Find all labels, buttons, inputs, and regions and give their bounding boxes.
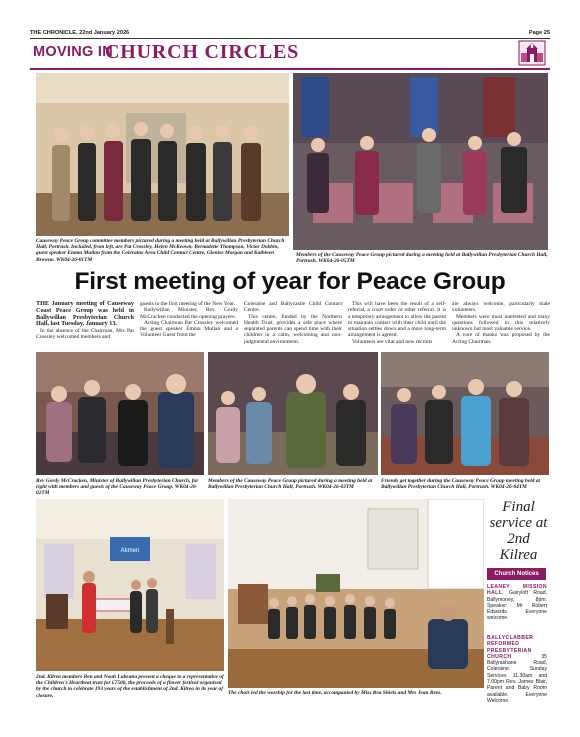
section-prefix: MOVING IN <box>33 44 114 60</box>
article-headline: First meeting of year for Peace Group <box>74 268 506 295</box>
article-column-3 <box>244 301 342 345</box>
page-number: Page 25 <box>528 30 550 36</box>
caption-photo-5: Friends get together during the Causeway Peace Group meeting held at Ballywillan Presbyterian Church Hall, Portrush. WK04-26-04TM <box>381 478 541 491</box>
final-service-heading: Final service at 2nd Kilrea <box>489 499 548 563</box>
notice-body: 35 Ballyrashane Road, Coleraine. Sunday Services 11.30am and 7.00pm Rev. James Blair. Parent and Baby Room available. Everyone Welcome. <box>487 653 547 704</box>
article-paragraph: Coleraine and Ballycastle Child Contact Centre. <box>244 301 342 314</box>
article-paragraph: Acting Chairman Pat Crossley welcomed the guest speaker Emma Mullan and a Volunteer Guest from the <box>140 319 238 339</box>
notice-leaney <box>487 584 547 622</box>
caption-photo-7: The choir led the worship for the last time, accompanied by Miss Rea Shiels and Mrs Jean Rees. <box>228 690 442 696</box>
article-column-2 <box>140 301 238 339</box>
header-rule <box>30 38 550 39</box>
caption-photo-2: Members of the Causeway Peace Group pictured during a meeting held at Ballywillan Presbyterian Church Hall, Portrush. WK04-26-05TM <box>296 252 548 265</box>
article-paragraph: Ballywillan Minister, Rev. Gordy McCracken conducted the opening prayers. <box>140 307 238 320</box>
church-notices-label: Church Notices <box>487 568 546 580</box>
article-column-1 <box>36 301 134 341</box>
notice-title: BALLYCLABBER REFORMED PRESBYTERIAN CHURCH <box>487 635 534 660</box>
caption-photo-3: Rev Gordy McCracken, Minister of Ballywillan Presbyterian Church, far right with members and guests of the Causeway Peace Group. WK04-26-02TM <box>36 478 199 497</box>
section-title: CHURCH CIRCLES <box>105 41 300 63</box>
article-paragraph: guests to the first meeting of the New Year. <box>140 301 236 307</box>
notice-title: LEANEY MISSION HALL <box>487 584 547 597</box>
article-paragraph: A vote of thanks was proposed by the Acting Chairman. <box>452 332 550 345</box>
article-paragraph: Members were most interested and many questions followed in this relatively unknown but most valuable service. <box>452 313 550 333</box>
caption-photo-4: Members of the Causeway Peace Group pictured during a meeting held at Ballywillan Presbyterian Church Hall, Portrush. WK04-26-03TM <box>208 478 373 491</box>
photo-rev-mccracken <box>36 352 204 475</box>
caption-photo-1: Causeway Peace Group committee members pictured during a meeting held at Ballywillan Presbyterian Church Hall, Portrush. Included, from left, are Pat Crossley, Helen McKeown, Bernadette Thompson, Victor Dobbin, guest speaker Emma Mullan from the Coleraine Area Child Contact Centre, Glenise Morgan and Kathleen Browne. WK04-26-01TM <box>36 238 285 263</box>
section-heading <box>30 40 550 68</box>
article-column-5 <box>452 301 550 345</box>
notice-ballyclabber <box>487 635 547 704</box>
article-paragraph: This will have been the result of a self-referral, a court order or other referral. It is a temporary arrangement to allow the parent to maintain contact with their child until the situation settles down and a more long-term arrangement is agreed. <box>348 301 446 339</box>
photo-seated-members <box>293 73 548 250</box>
notice-body: , Gairyloft Road, Ballymoney, 8pm. Speaker: Mr Robert Edwards. Everyone welcome. <box>487 590 547 622</box>
photo-choir-worship <box>228 499 484 688</box>
photo-cheque-presentation <box>36 499 224 671</box>
screen-banner-text: Akmen <box>120 548 140 554</box>
photo-committee-members <box>36 73 289 236</box>
photo-friends-together <box>381 352 549 475</box>
caption-photo-6: 2nd. Kilrea members Ben and Noah Lubeana present a cheque to a representative of the Children's Heartbeat trust for £7500, the proceeds of a flower festival organised by the church to celebrate 193 years of the establishment of 2nd. Kilrea in its year of closure. <box>36 674 224 699</box>
article-column-4 <box>348 301 446 345</box>
publication-date: THE CHRONICLE, 22nd January 2026 <box>30 30 130 36</box>
article-paragraph: In the absence of the Chairman, Mrs Pat Crossley welcomed members and <box>36 328 134 341</box>
article-paragraph: This centre, funded by the Northern Health Trust, provides a safe place where separated parents can spend time with their children in a calm, welcoming and non-judgmental environment. <box>244 313 342 345</box>
article-paragraph: Volunteers are vital and new recruits <box>352 338 433 345</box>
church-icon <box>518 40 546 66</box>
section-rule <box>30 68 550 70</box>
article-paragraph: are always welcome, particularly male volunteers. <box>452 301 550 314</box>
article-lead: THE January meeting of Causeway Coast Peace Group was held in Ballywillan Presbyterian Church Hall, last Tuesday, January 13. <box>36 300 134 328</box>
photo-members-meeting <box>208 352 378 475</box>
